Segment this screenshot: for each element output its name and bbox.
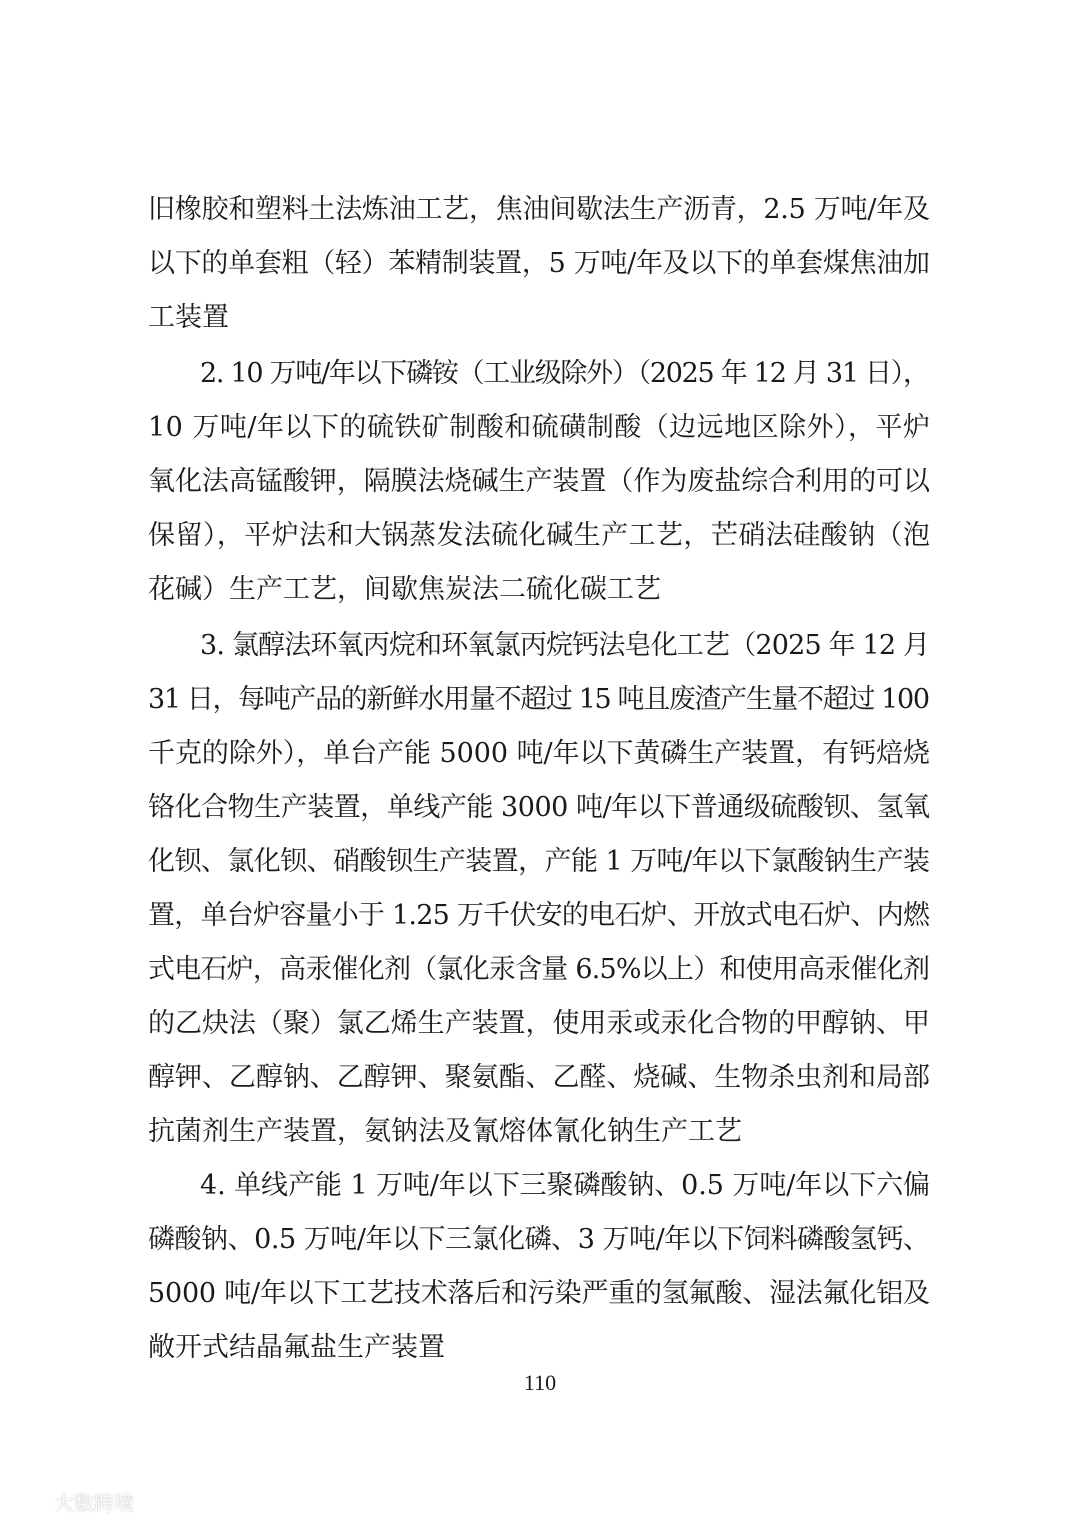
- text-line-content: 花碱）生产工艺，间歇焦炭法二硫化碳工艺: [148, 574, 661, 605]
- text-line: [0, 408, 1080, 448]
- text-line-content: 敞开式结晶氟盐生产装置: [148, 1332, 445, 1363]
- watermark: [12, 1487, 134, 1515]
- text-line-content: 磷酸钠、0.5 万吨/年以下三氯化磷、3 万吨/年以下饲料磷酸氢钙、: [148, 1224, 930, 1255]
- text-line: [0, 1112, 1080, 1152]
- text-line-content: 4. 单线产能 1 万吨/年以下三聚磷酸钠、0.5 万吨/年以下六偏: [200, 1170, 930, 1201]
- text-line-content: 抗菌剂生产装置，氨钠法及氰熔体氰化钠生产工艺: [148, 1116, 742, 1147]
- text-line: [0, 1058, 1080, 1098]
- text-line: [0, 516, 1080, 556]
- text-line: [0, 1328, 1080, 1368]
- text-line-content: 置，单台炉容量小于 1.25 万千伏安的电石炉、开放式电石炉、内燃: [148, 900, 930, 931]
- text-line: [0, 190, 1080, 230]
- text-line: [0, 1274, 1080, 1314]
- text-line: [0, 950, 1080, 990]
- text-line: [0, 244, 1080, 284]
- text-line: [0, 896, 1080, 936]
- text-line: [0, 570, 1080, 610]
- text-line-content: 旧橡胶和塑料土法炼油工艺，焦油间歇法生产沥青，2.5 万吨/年及: [148, 194, 930, 225]
- text-line-content: 铬化合物生产装置，单线产能 3000 吨/年以下普通级硫酸钡、氢氧: [148, 792, 930, 823]
- weibo-logo-icon: [12, 1488, 48, 1514]
- text-line: [0, 354, 1080, 394]
- text-line-content: 的乙炔法（聚）氯乙烯生产装置，使用汞或汞化合物的甲醇钠、甲: [148, 1008, 930, 1039]
- text-line: [0, 1004, 1080, 1044]
- text-line-content: 5000 吨/年以下工艺技术落后和污染严重的氢氟酸、湿法氟化铝及: [148, 1278, 930, 1309]
- text-line-content: 2. 10 万吨/年以下磷铵（工业级除外）（2025 年 12 月 31 日），: [200, 358, 929, 389]
- text-line-content: 化钡、氯化钡、硝酸钡生产装置，产能 1 万吨/年以下氯酸钠生产装: [148, 846, 930, 877]
- watermark-text: 大数跨境: [54, 1490, 134, 1515]
- text-line: [0, 734, 1080, 774]
- text-line: [0, 680, 1080, 720]
- text-line: [0, 1166, 1080, 1206]
- text-line-content: 10 万吨/年以下的硫铁矿制酸和硫磺制酸（边远地区除外），平炉: [148, 412, 931, 443]
- page-number: 110: [523, 1370, 557, 1395]
- text-line-content: 以下的单套粗（轻）苯精制装置，5 万吨/年及以下的单套煤焦油加: [148, 248, 930, 279]
- text-line: [0, 298, 1080, 338]
- text-line-content: 千克的除外），单台产能 5000 吨/年以下黄磷生产装置，有钙焙烧: [148, 738, 930, 769]
- text-line-content: 3. 氯醇法环氧丙烷和环氧氯丙烷钙法皂化工艺（2025 年 12 月: [200, 630, 930, 661]
- text-line-content: 工装置: [148, 302, 229, 333]
- text-line-content: 氧化法高锰酸钾，隔膜法烧碱生产装置（作为废盐综合利用的可以: [148, 466, 930, 497]
- text-line-content: 31 日，每吨产品的新鲜水用量不超过 15 吨且废渣产生量不超过 100: [148, 684, 929, 715]
- text-line-content: 醇钾、乙醇钠、乙醇钾、聚氨酯、乙醛、烧碱、生物杀虫剂和局部: [148, 1062, 930, 1093]
- text-line-content: 保留），平炉法和大锅蒸发法硫化碱生产工艺，芒硝法硅酸钠（泡: [148, 520, 931, 551]
- text-line: [0, 1220, 1080, 1260]
- text-line: [0, 626, 1080, 666]
- text-line-content: 式电石炉，高汞催化剂（氯化汞含量 6.5%以上）和使用高汞催化剂: [148, 954, 930, 985]
- text-line: [0, 842, 1080, 882]
- text-line: [0, 462, 1080, 502]
- text-line: [0, 788, 1080, 828]
